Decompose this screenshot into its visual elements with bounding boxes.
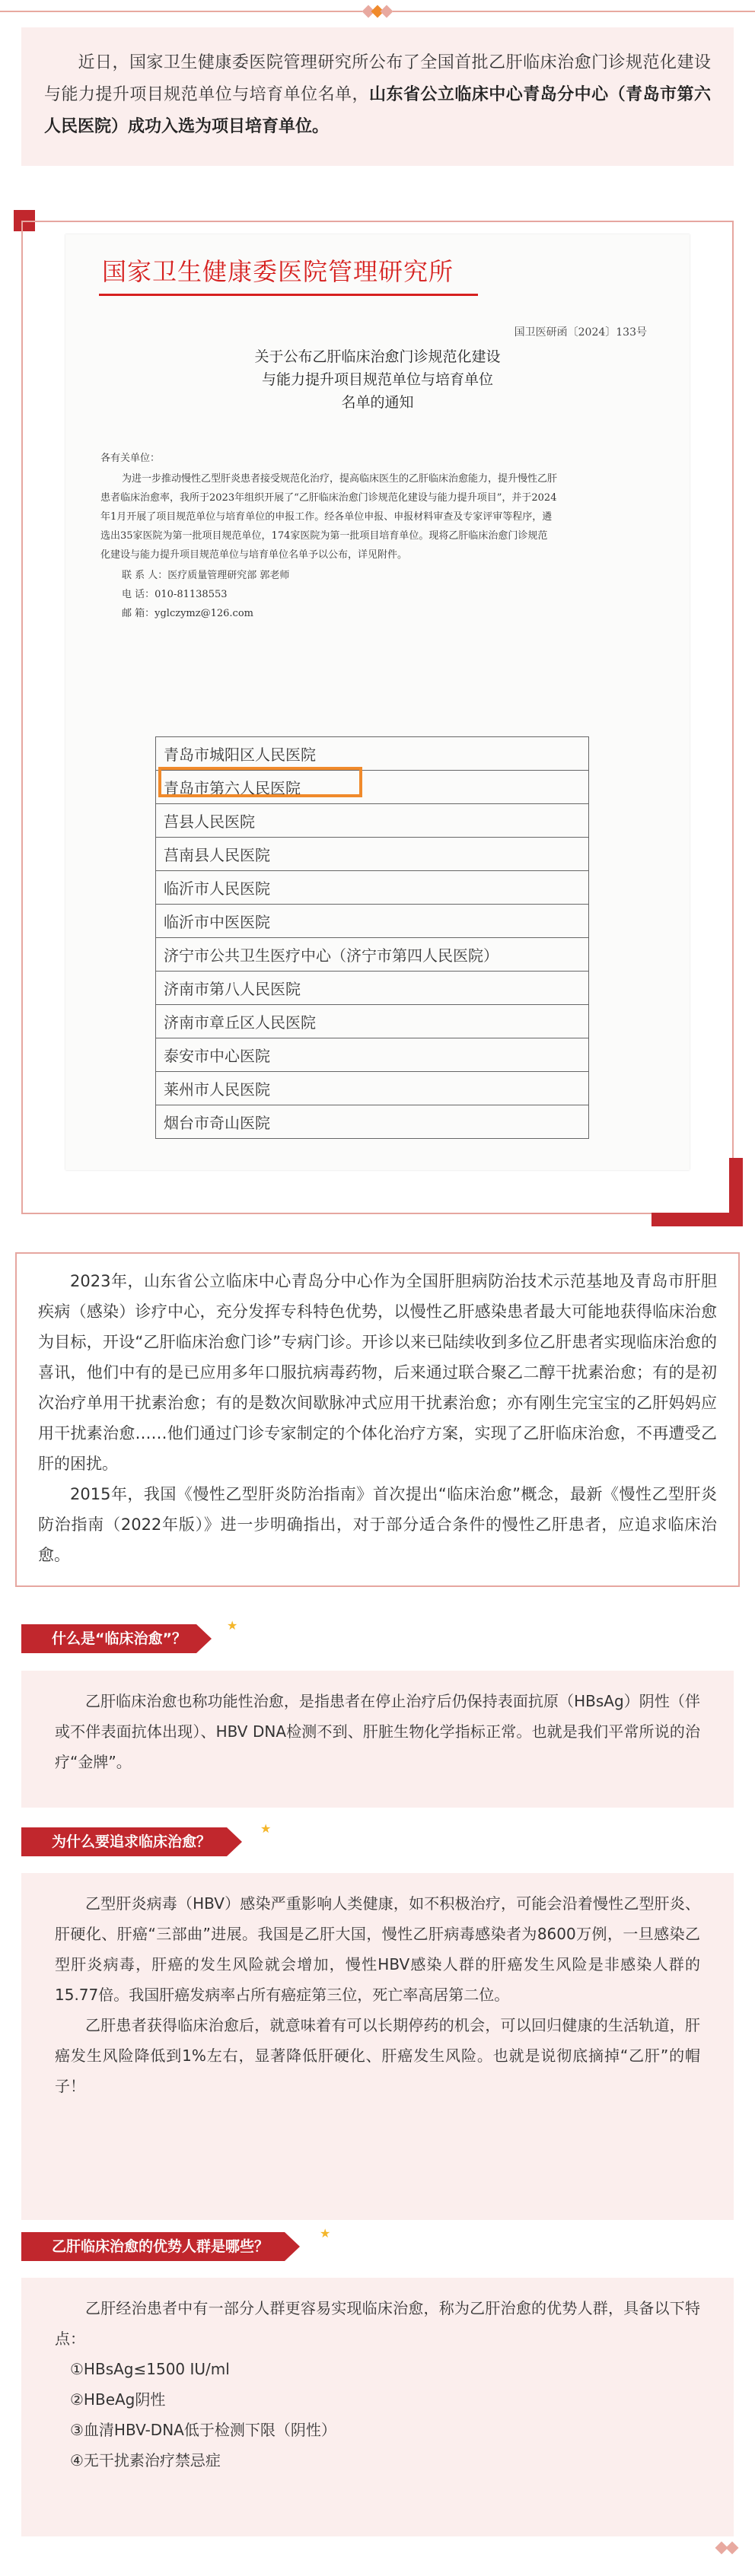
hospital-name: 烟台市奇山医院 xyxy=(156,1105,589,1139)
intro-highlight: 山东省公立临床中心青岛分中心（青岛市第六人民医院）成功入选为项目培育单位。 xyxy=(44,85,711,136)
hospital-name: 青岛市城阳区人民医院 xyxy=(156,737,589,771)
document-body xyxy=(100,449,557,623)
hospital-name: 泰安市中心医院 xyxy=(156,1038,589,1072)
section-header-1 xyxy=(21,1618,257,1653)
document-issuer: 国家卫生健康委医院管理研究所 xyxy=(102,257,454,286)
document-title xyxy=(65,345,690,414)
star-icon: ★ xyxy=(227,1618,238,1633)
bottom-decoration xyxy=(712,2541,755,2555)
story-paragraph-1: 2023年，山东省公立临床中心青岛分中心作为全国肝胆病防治技术示范基地及青岛市肝胆疾病（感染）诊疗中心，充分发挥专科特色优势，以慢性乙肝感染患者最大可能地获得临床治愈为目标，开设“乙肝临床治愈门诊”专病门诊。开诊以来已陆续收到多位乙肝患者实现临床治愈的喜讯，他们中有的是已应用多年口服抗病毒药物，后来通过联合聚乙二醇干扰素治愈；有的是初次治疗单用干扰素治愈；有的是数次间歇脉冲式应用干扰素治愈；亦有刚生完宝宝的乙肝妈妈应用干扰素治愈……他们通过门诊专家制定的个体化治疗方案，实现了乙肝临床治愈，不再遭受乙肝的困扰。 xyxy=(38,1272,717,1473)
hospital-name: 莱州市人民医院 xyxy=(156,1072,589,1105)
section-paragraph: 乙肝患者获得临床治愈后，就意味着有可以长期停药的机会，可以回归健康的生活轨道，肝癌发生风险降低到1%左右，显著降低肝硬化、肝癌发生风险。也就是说彻底摘掉“乙肝”的帽子！ xyxy=(55,2016,700,2095)
document-title-line: 名单的通知 xyxy=(341,394,414,411)
star-icon: ★ xyxy=(320,2226,331,2240)
hospital-row xyxy=(156,804,589,838)
hospital-row xyxy=(156,871,589,905)
list-item: ①HBsAg≤1500 IU/ml xyxy=(70,2360,230,2378)
hospital-row xyxy=(156,737,589,771)
list-item: ②HBeAg阴性 xyxy=(70,2390,166,2409)
hospital-row xyxy=(156,1105,589,1139)
notice-document xyxy=(65,234,690,1170)
document-paragraph: 为进一步推动慢性乙型肝炎患者接受规范化治疗，提高临床医生的乙肝临床治愈能力，提升慢性乙肝患者临床治愈率，我所于2023年组织开展了“乙肝临床治愈门诊规范化建设与能力提升项目”，并于2024年1月开展了项目规范单位与培育单位的申报工作。经各单位申报、申报材料审查及专家评审等程序，遴选出35家医院为第一批项目规范单位，174家医院为第一批项目培育单位。现将乙肝临床治愈门诊规范化建设与能力提升项目规范单位与培育单位名单予以公布，详见附件。 xyxy=(100,473,558,561)
section-paragraph: 乙型肝炎病毒（HBV）感染严重影响人类健康，如不积极治疗，可能会沿着慢性乙型肝炎、肝硬化、肝癌“三部曲”进展。我国是乙肝大国，慢性乙肝病毒感染者为8600万例，一旦感染乙型肝炎病毒，肝癌的发生风险就会增加，慢性HBV感染人群的肝癌发生风险是非感染人群的15.77倍。我国肝癌发病率占所有癌症第三位，死亡率高居第二位。 xyxy=(55,1894,700,2004)
highlight-box xyxy=(158,767,362,797)
hospital-row xyxy=(156,1038,589,1072)
document-number: 国卫医研函〔2024〕133号 xyxy=(514,326,647,339)
hospital-row xyxy=(156,838,589,871)
notice-document-frame xyxy=(21,221,734,1214)
hospital-name: 莒南县人民医院 xyxy=(156,838,589,871)
section-title: 乙肝临床治愈的优势人群是哪些？ xyxy=(21,2232,285,2261)
hospital-row xyxy=(156,1072,589,1105)
document-contact: 联 系 人：医疗质量管理研究部 郭老师 xyxy=(122,570,290,581)
list-item: ④无干扰素治疗禁忌症 xyxy=(70,2451,221,2469)
hospital-row xyxy=(156,1005,589,1038)
intro-text: 近日，国家卫生健康委医院管理研究所公布了全国首批乙肝临床治愈门诊规范化建设与能力提升项目规范单位与培育单位名单， xyxy=(44,53,711,104)
section-box-2 xyxy=(21,1873,734,2220)
section-header-3 xyxy=(21,2226,349,2261)
hospital-name: 临沂市人民医院 xyxy=(156,871,589,905)
hospital-name: 济南市第八人民医院 xyxy=(156,972,589,1005)
intro-paragraph xyxy=(21,27,734,166)
star-icon: ★ xyxy=(260,1821,272,1836)
hospital-row xyxy=(156,938,589,972)
section-title: 为什么要追求临床治愈？ xyxy=(21,1827,227,1856)
hospital-name: 临沂市中医医院 xyxy=(156,905,589,938)
hospital-row xyxy=(156,905,589,938)
section-box-3 xyxy=(21,2278,734,2536)
hospital-name: 济宁市公共卫生医疗中心（济宁市第四人民医院） xyxy=(156,938,589,972)
document-title-line: 与能力提升项目规范单位与培育单位 xyxy=(261,371,493,388)
hospital-name: 莒县人民医院 xyxy=(156,804,589,838)
section-paragraph: 乙肝临床治愈也称功能性治愈，是指患者在停止治疗后仍保持表面抗原（HBsAg）阴性（伴或不伴表面抗体出现）、HBV DNA检测不到、肝脏生物化学指标正常。也就是我们平常所说的治疗“金牌”。 xyxy=(55,1692,700,1771)
top-decoration xyxy=(0,0,755,23)
section-title: 什么是“临床治愈”？ xyxy=(21,1624,196,1653)
hospital-name: 济南市章丘区人民医院 xyxy=(156,1005,589,1038)
story-paragraph-2: 2015年，我国《慢性乙型肝炎防治指南》首次提出“临床治愈”概念，最新《慢性乙型肝炎防治指南（2022年版）》进一步明确指出，对于部分适合条件的慢性乙肝患者，应追求临床治愈。 xyxy=(38,1485,717,1564)
document-greeting: 各有关单位： xyxy=(100,453,161,464)
background-text xyxy=(15,1252,740,1587)
document-phone: 电 话：010-81138553 xyxy=(122,589,228,600)
hospital-row xyxy=(156,972,589,1005)
section-header-2 xyxy=(21,1821,295,1856)
document-title-line: 关于公布乙肝临床治愈门诊规范化建设 xyxy=(254,348,501,365)
section-box-1 xyxy=(21,1671,734,1808)
document-email: 邮 箱：yglczymz@126.com xyxy=(122,608,253,619)
section-paragraph: 乙肝经治患者中有一部分人群更容易实现临床治愈，称为乙肝治愈的优势人群，具备以下特点： xyxy=(55,2299,700,2348)
hospital-name: 青岛市第六人民医院 xyxy=(156,771,589,804)
list-item: ③血清HBV-DNA低于检测下限（阴性） xyxy=(70,2421,336,2439)
